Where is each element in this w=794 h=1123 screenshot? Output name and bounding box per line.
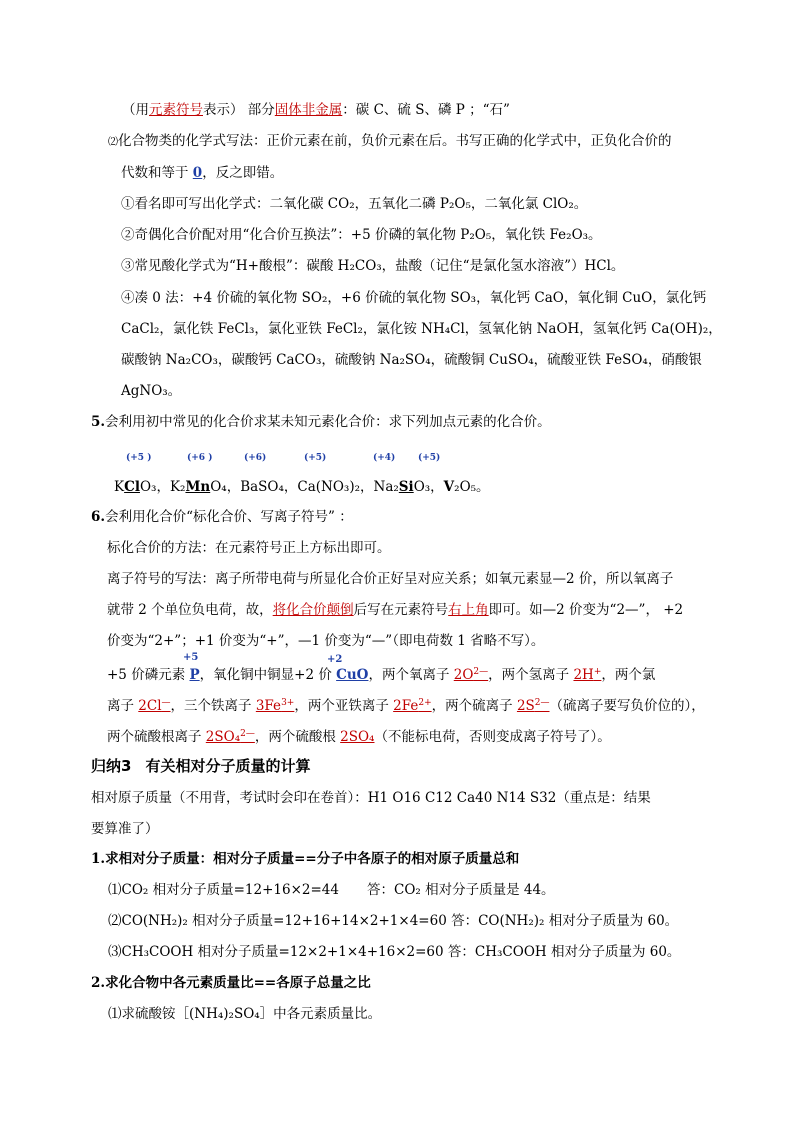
valence-label: (+5) <box>304 453 327 463</box>
text-line: 5.会利用初中常见的化合价求某未知元素化合价：求下列加点元素的化合价。 <box>91 414 551 430</box>
text-line: 代数和等于 0，反之即错。 <box>121 165 284 181</box>
text-line: ④凑 0 法：+4 价硫的氧化物 SO₂，+6 价硫的氧化物 SO₃，氧化钙 CaO，氧化铜 CuO，氯化钙 <box>121 290 707 306</box>
ion-answer: $3Fe^{3+}$ <box>255 698 295 714</box>
ion-answer: 2SO₄$^{2—}$ <box>205 729 255 745</box>
text-line: AgNO₃。 <box>121 383 182 399</box>
text-line: ⑵CO(NH₂)₂ 相对分子质量=12+16+14×2+1×4=60 答：CO(NH₂)₂ 相对分子质量为 60。 <box>108 913 679 929</box>
ion-answer: 2Cl— <box>138 698 171 714</box>
valence-label: (+5 ) <box>126 453 152 463</box>
valence-mark: +2 <box>327 654 343 665</box>
text-line: ③常见酸化学式为“H+酸根”：碳酸 H₂CO₃，盐酸（记住“是氯化氢水溶液”）HCl。 <box>121 258 625 274</box>
text-line: 6.会利用化合价“标化合价、写离子符号” ： <box>91 509 353 525</box>
highlight-term: 右上角 <box>448 602 489 618</box>
subheading: 1.求相对分子质量：相对分子质量==分子中各原子的相对原子质量总和 <box>91 851 520 867</box>
text-line: 离子符号的写法：离子所带电荷与所显化合价正好呈对应关系；如氧元素显—2 价，所以氧离子 <box>107 571 674 587</box>
valence-mark: +5 <box>183 652 199 663</box>
text-line: 要算准了） <box>91 821 159 837</box>
text-line: ⑶CH₃COOH 相对分子质量=12×2+1×4+16×2=60 答：CH₃COOH 相对分子质量为 60。 <box>108 944 681 960</box>
text-line: ⑴CO₂ 相对分子质量=12+16×2=44 答：CO₂ 相对分子质量是 44。 <box>108 882 555 898</box>
item-number: ⑵ <box>108 137 118 148</box>
text-line: ⑴求硫酸铵［(NH₄)₂SO₄］中各元素质量比。 <box>108 1006 382 1022</box>
item-number: 6. <box>91 509 106 525</box>
text-line: CaCl₂，氯化铁 FeCl₃，氯化亚铁 FeCl₂，氯化铵 NH₄Cl，氢氧化钠 NaOH，氢氧化钙 Ca(OH)₂， <box>121 321 722 337</box>
valence-label: (+6) <box>244 453 267 463</box>
item-number: 5. <box>91 414 106 430</box>
ion-answer: 2SO₄ <box>340 729 375 745</box>
highlight-term: 元素符号 <box>149 102 203 118</box>
valence-label: (+4) <box>373 453 396 463</box>
section-heading: 归纳3 有关相对分子质量的计算 <box>91 757 311 775</box>
subheading: 2.求化合物中各元素质量比==各原子总量之比 <box>91 975 371 991</box>
text-line: 价变为“2+”；+1 价变为“+”，—1 价变为“—”（即电荷数 1 省略不写）。 <box>107 633 545 649</box>
text-line: 标化合价的方法：在元素符号正上方标出即可。 <box>107 540 391 556</box>
ion-answer: $2Fe^{2+}$ <box>393 698 432 714</box>
text-line: 碳酸钠 Na₂CO₃，碳酸钙 CaCO₃，硫酸钠 Na₂SO₄，硫酸铜 CuSO₄，硫酸亚铁 FeSO₄，硝酸银 <box>121 352 702 368</box>
text-line: 离子 2Cl—，三个铁离子 $3Fe^{3+}$，两个亚铁离子 $2Fe^{2+}$，两个硫离子 $2S^{2—}$（硫离子要写负价位的）， <box>107 698 705 714</box>
text-line: 就带 2 个单位负电荷，故，将化合价颠倒后写在元素符号右上角即可。如—2 价变为“2—”， +2 <box>107 602 684 618</box>
text-line: +5 价磷元素 P，氧化铜中铜显+2 价 CuO，两个氧离子 $2O^{2—}$，两个氢离子 2H+，两个氯 <box>107 667 656 683</box>
valence-label: (+6 ) <box>187 453 213 463</box>
text-line: 两个硫酸根离子 2SO₄$^{2—}$，两个硫酸根 2SO₄（不能标电荷，否则变成离子符号了）。 <box>107 729 611 745</box>
formula-line: KClO₃，K₂MnO₄，BaSO₄，Ca(NO₃)₂，Na₂SiO₃，V₂O₅。 <box>114 479 490 495</box>
highlight-term: 将化合价颠倒 <box>272 602 354 618</box>
answer-blank: 0 <box>192 165 203 181</box>
valence-label: (+5) <box>418 453 441 463</box>
text-line: ①看名即可写出化学式：二氧化碳 CO₂，五氧化二磷 P₂O₅，二氧化氯 ClO₂。 <box>121 196 588 212</box>
ion-answer: 2H+ <box>573 667 602 683</box>
text-line: ⑵化合物类的化学式写法：正价元素在前，负价元素在后。书写正确的化学式中，正负化合价的 <box>108 133 672 149</box>
ion-answer: $2S^{2—}$ <box>516 698 550 714</box>
ion-answer: $2O^{2—}$ <box>453 667 489 683</box>
highlight-term: 固体非金属 <box>274 102 343 118</box>
text-line: ②奇偶化合价配对用“化合价互换法”：+5 价磷的氧化物 P₂O₅，氧化铁 Fe₂O₃。 <box>121 227 602 243</box>
text-line: 相对原子质量（不用背，考试时会印在卷首）：H1 O16 C12 Ca40 N14 S32（重点是：结果 <box>91 790 651 806</box>
text-line: （用元素符号表示） 部分固体非金属：碳 C、硫 S、磷 P ；“石” <box>122 102 510 118</box>
